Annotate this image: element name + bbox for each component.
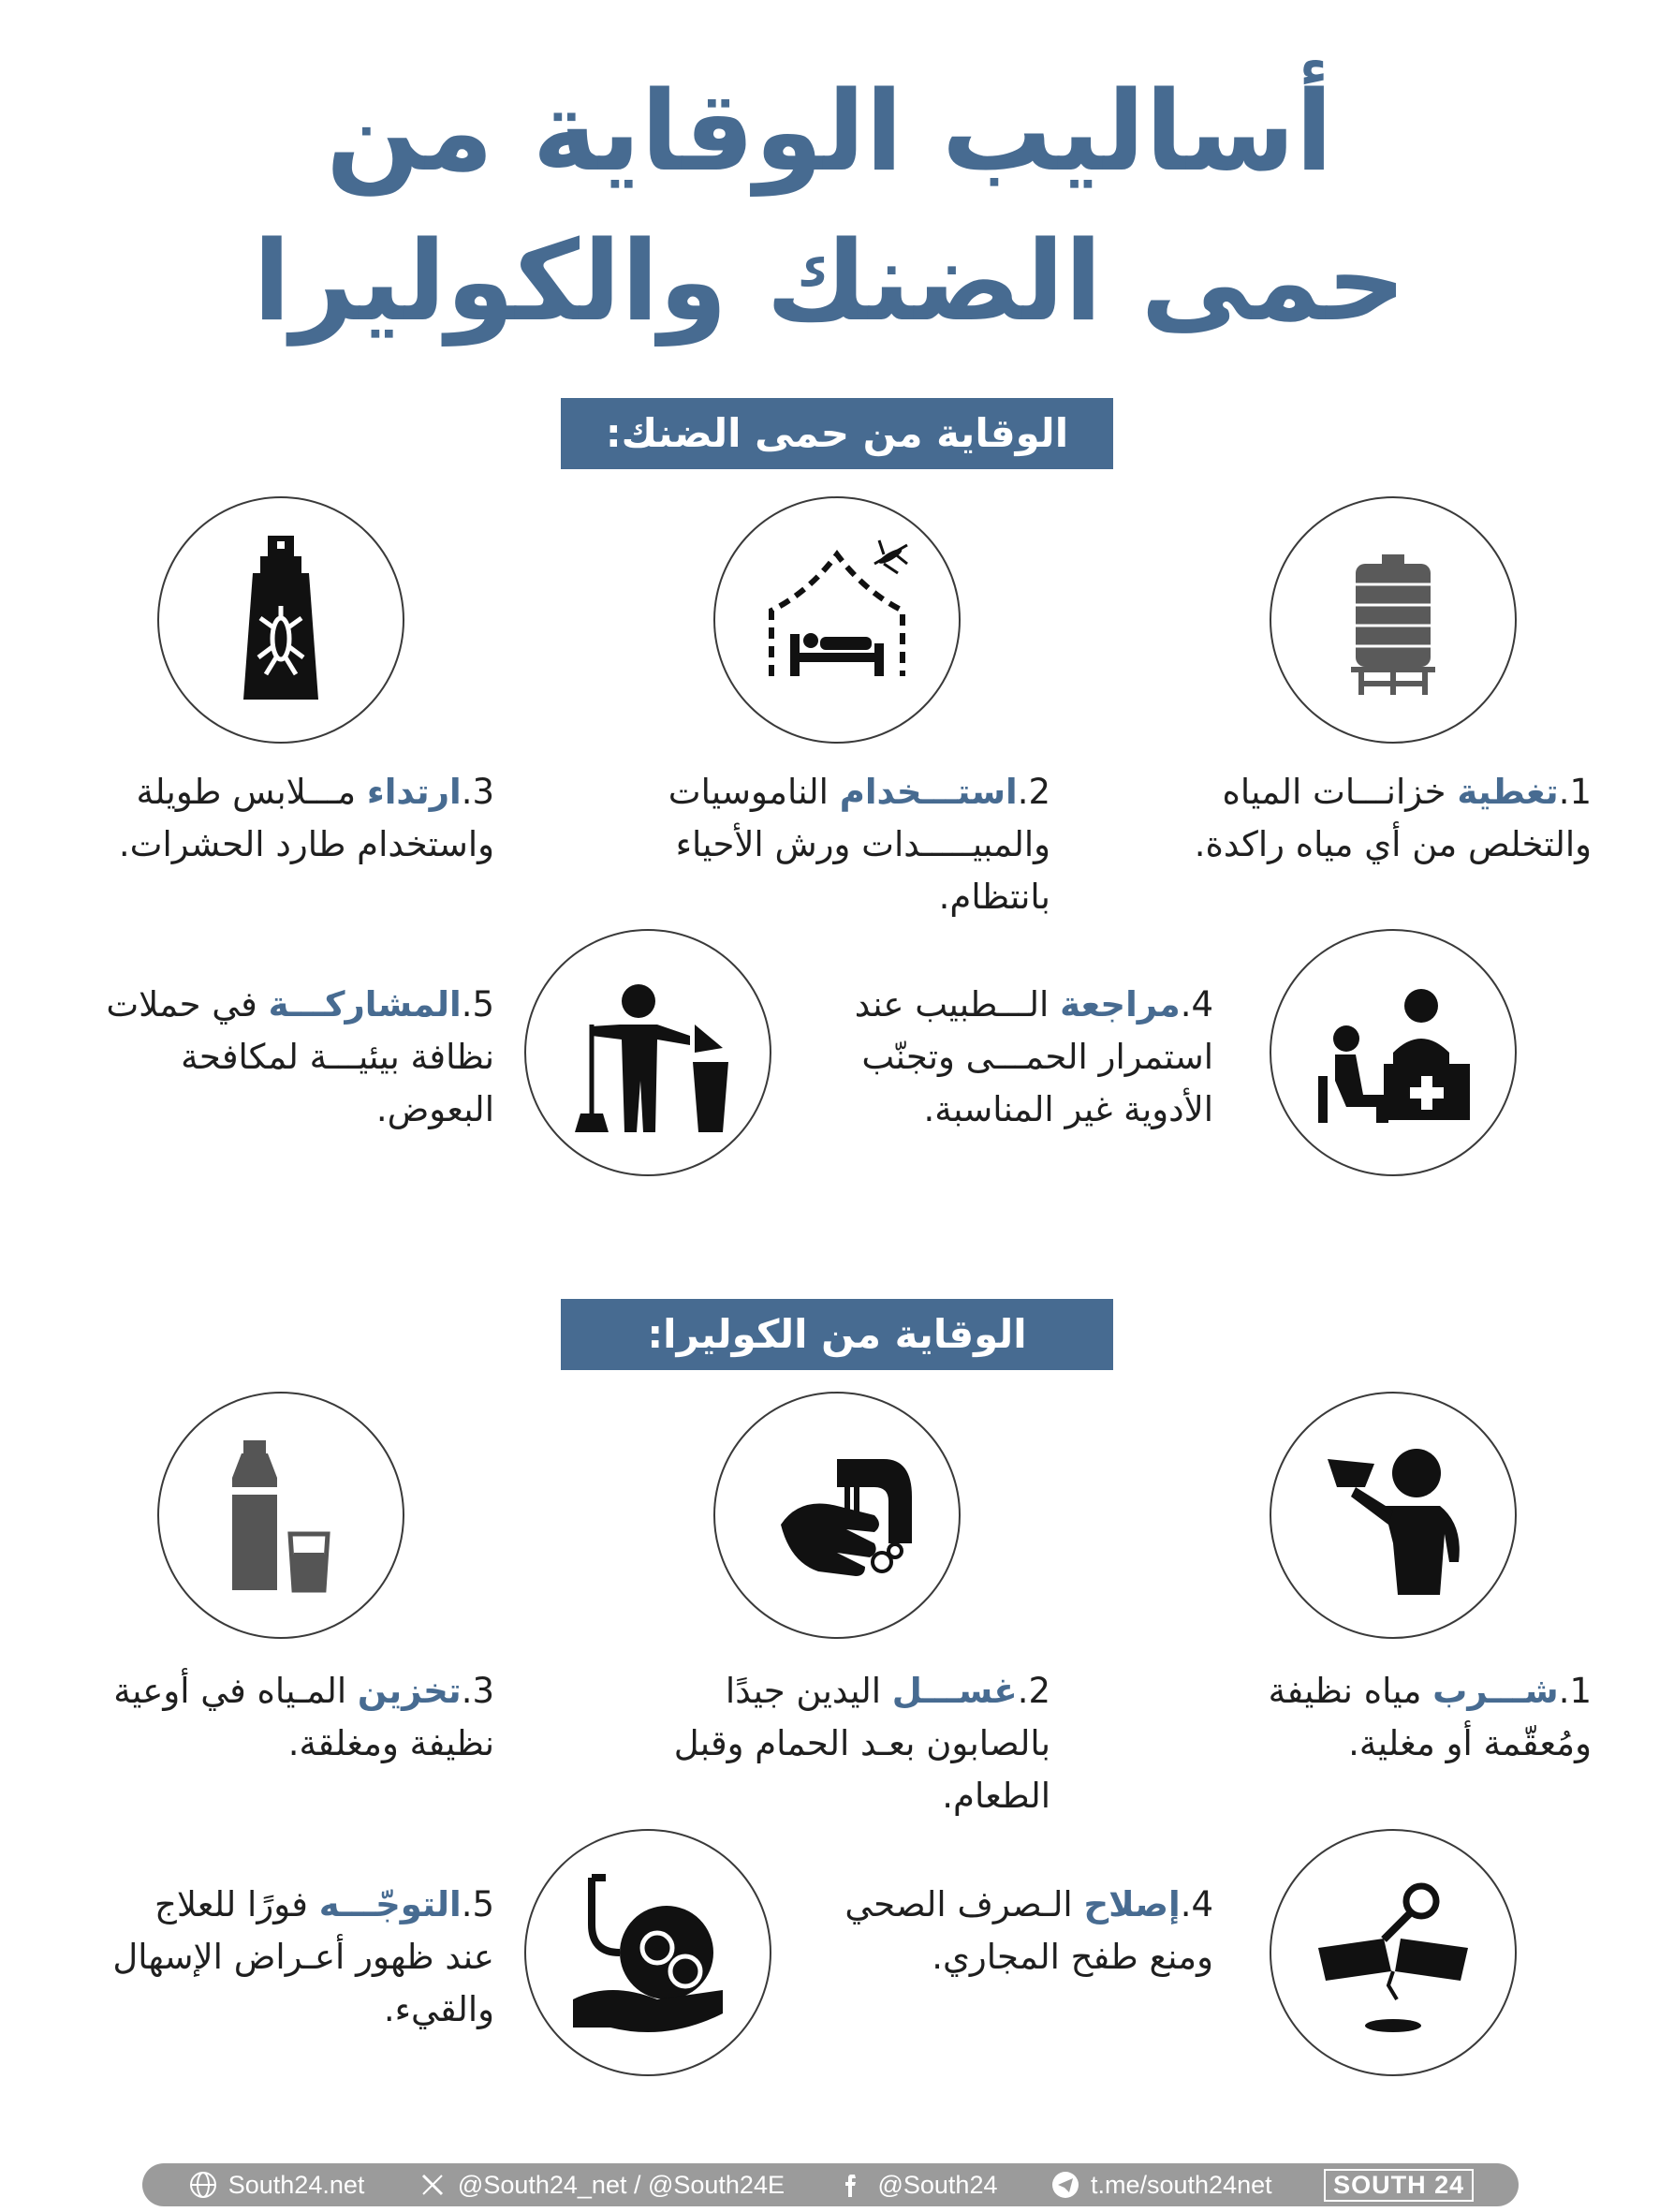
hand-washing-icon (713, 1392, 961, 1639)
dengue-item-3: 3.ارتداء مـــلابس طويلة واستخدام طارد الحشرات. (118, 772, 494, 864)
mosquito-net-bed-icon (713, 496, 961, 744)
dengue-item-1: 1.تغطية خزانـــات المياه والتخلص من أي مياه راكدة. (1194, 772, 1592, 864)
repellent-spray-icon (157, 496, 404, 744)
footer-x-text: @South24_net / @South24E (457, 2170, 785, 2199)
water-bottle-icon (157, 1392, 404, 1639)
drinking-water-icon (1270, 1392, 1517, 1639)
doctor-visit-icon (1270, 929, 1517, 1176)
broken-pipe-icon (1270, 1829, 1517, 2076)
globe-icon (187, 2169, 219, 2201)
water-tank-icon (1270, 496, 1517, 744)
title-line-1: أساليب الوقاية من (326, 66, 1333, 196)
medical-care-icon (524, 1829, 771, 2076)
cholera-item-5: 5.التوجّـــه فورًا للعلاج عند ظهور أعـراض الإسهال والقيء. (112, 1884, 494, 2029)
footer-bar (142, 2163, 1519, 2206)
cholera-item-3: 3.تخزين المـياه في أوعية نظيفة ومغلقة. (113, 1671, 494, 1763)
footer-facebook[interactable] (836, 2169, 997, 2201)
cholera-section-heading: الوقاية من الكوليرا: (561, 1299, 1113, 1370)
page-title (0, 56, 1659, 356)
footer-telegram[interactable] (1050, 2169, 1272, 2201)
dengue-item-5: 5.المشاركـــة في حملات نظافة بيئيـــة لمكافحة البعوض. (106, 984, 494, 1129)
dengue-item-2: 2.استـــخدام الناموسيات والمبيـــــدات ورش الأحياء بانتظام. (668, 772, 1050, 917)
cholera-item-1: 1.شـــرب مياه نظيفة ومُعقّمة أو مغلية. (1268, 1671, 1592, 1763)
cholera-item-2: 2.غســـل اليدين جيدًا بالصابون بعـد الحمام وقبل الطعام. (673, 1671, 1050, 1816)
dengue-item-4: 4.مراجعة الـــطبيب عند استمرار الحمـــى وتجنّب الأدوية غير المناسبة. (854, 984, 1213, 1129)
telegram-icon (1050, 2169, 1081, 2201)
cholera-item-4: 4.إصلاح الـصرف الصحي ومنع طفح المجاري. (844, 1884, 1213, 1977)
footer-website-text: South24.net (228, 2170, 365, 2199)
cleaning-campaign-icon (524, 929, 771, 1176)
footer-logo (1324, 2169, 1474, 2202)
title-line-2: حمى الضنك والكوليرا (253, 216, 1406, 346)
dengue-section-heading: الوقاية من حمى الضنك: (561, 398, 1113, 469)
footer-x[interactable] (417, 2169, 785, 2201)
footer-telegram-text: t.me/south24net (1091, 2170, 1272, 2199)
footer-facebook-text: @South24 (877, 2170, 998, 2199)
facebook-icon (836, 2169, 868, 2201)
x-logo-icon (417, 2169, 448, 2201)
footer-website[interactable] (187, 2169, 365, 2201)
south24-logo: SOUTH 24 (1324, 2169, 1474, 2202)
